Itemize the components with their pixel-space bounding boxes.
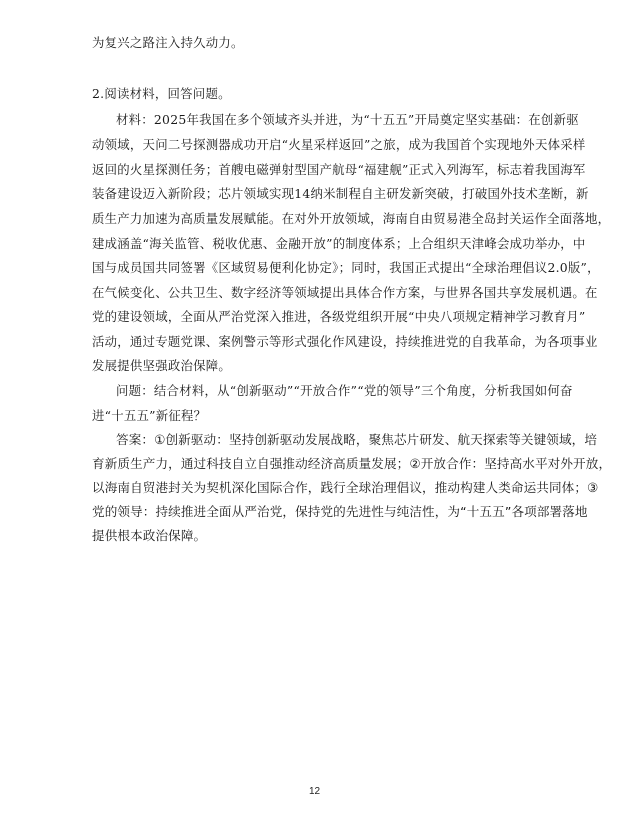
material-line: 国与成员国共同签署《区域贸易便利化协定》；同时，我国正式提出“全球治理倡议2.0版”， [92, 260, 600, 275]
material-line: 质生产力加速为高质量发展赋能。在对外开放领域，海南自由贸易港全岛封关运作全面落地， [92, 211, 611, 226]
answer-line: 答案：①创新驱动：坚持创新驱动发展战略，聚焦芯片研发、航天探索等关键领域，培 [116, 432, 598, 447]
material-line: 装备建设迈入新阶段；芯片领域实现14纳米制程自主研发新突破，打破国外技术垄断，新 [92, 186, 589, 201]
answer-line: 党的领导：持续推进全面从严治党，保持党的先进性与纯洁性，为“十五五”各项部署落地 [92, 504, 588, 519]
question-heading: 2.阅读材料，回答问题。 [92, 86, 231, 101]
material-line: 动领域，天问二号探测器成功开启“火星采样返回”之旅，成为我国首个实现地外天体采样 [92, 137, 586, 152]
material-line: 在气候变化、公共卫生、数字经济等领域提出具体合作方案，与世界各国共享发展机遇。在 [92, 285, 598, 300]
question-line: 问题：结合材料，从“创新驱动”“开放合作”“党的领导”三个角度，分析我国如何奋 [116, 383, 573, 398]
answer-line: 以海南自贸港封关为契机深化国际合作，践行全球治理倡议，推动构建人类命运共同体；③ [92, 480, 599, 495]
material-line: 建成涵盖“海关监管、税收优惠、金融开放”的制度体系；上合组织天津峰会成功举办，中 [92, 236, 586, 251]
continuation-line: 为复兴之路注入持久动力。 [92, 35, 244, 50]
page-number: 12 [308, 786, 321, 797]
material-line: 发展提供坚强政治保障。 [92, 358, 232, 373]
question-line: 进“十五五”新征程？ [92, 408, 207, 423]
material-line: 党的建设领域，全面从严治党深入推进，各级党组织开展“中央八项规定精神学习教育月” [92, 309, 586, 324]
material-line: 返回的火星探测任务；首艘电磁弹射型国产航母“福建舰”正式入列海军，标志着我国海军 [92, 162, 586, 177]
material-line: 材料：2025年我国在多个领域齐头并进，为“十五五”开局奠定坚实基础：在创新驱 [116, 112, 579, 127]
answer-line: 育新质生产力，通过科技自立自强推动经济高质量发展；②开放合作：坚持高水平对外开放， [92, 456, 612, 471]
material-line: 活动，通过专题党课、案例警示等形式强化作风建设，持续推进党的自我革命，为各项事业 [92, 334, 598, 349]
answer-paragraph [92, 428, 612, 548]
answer-line: 提供根本政治保障。 [92, 528, 207, 543]
